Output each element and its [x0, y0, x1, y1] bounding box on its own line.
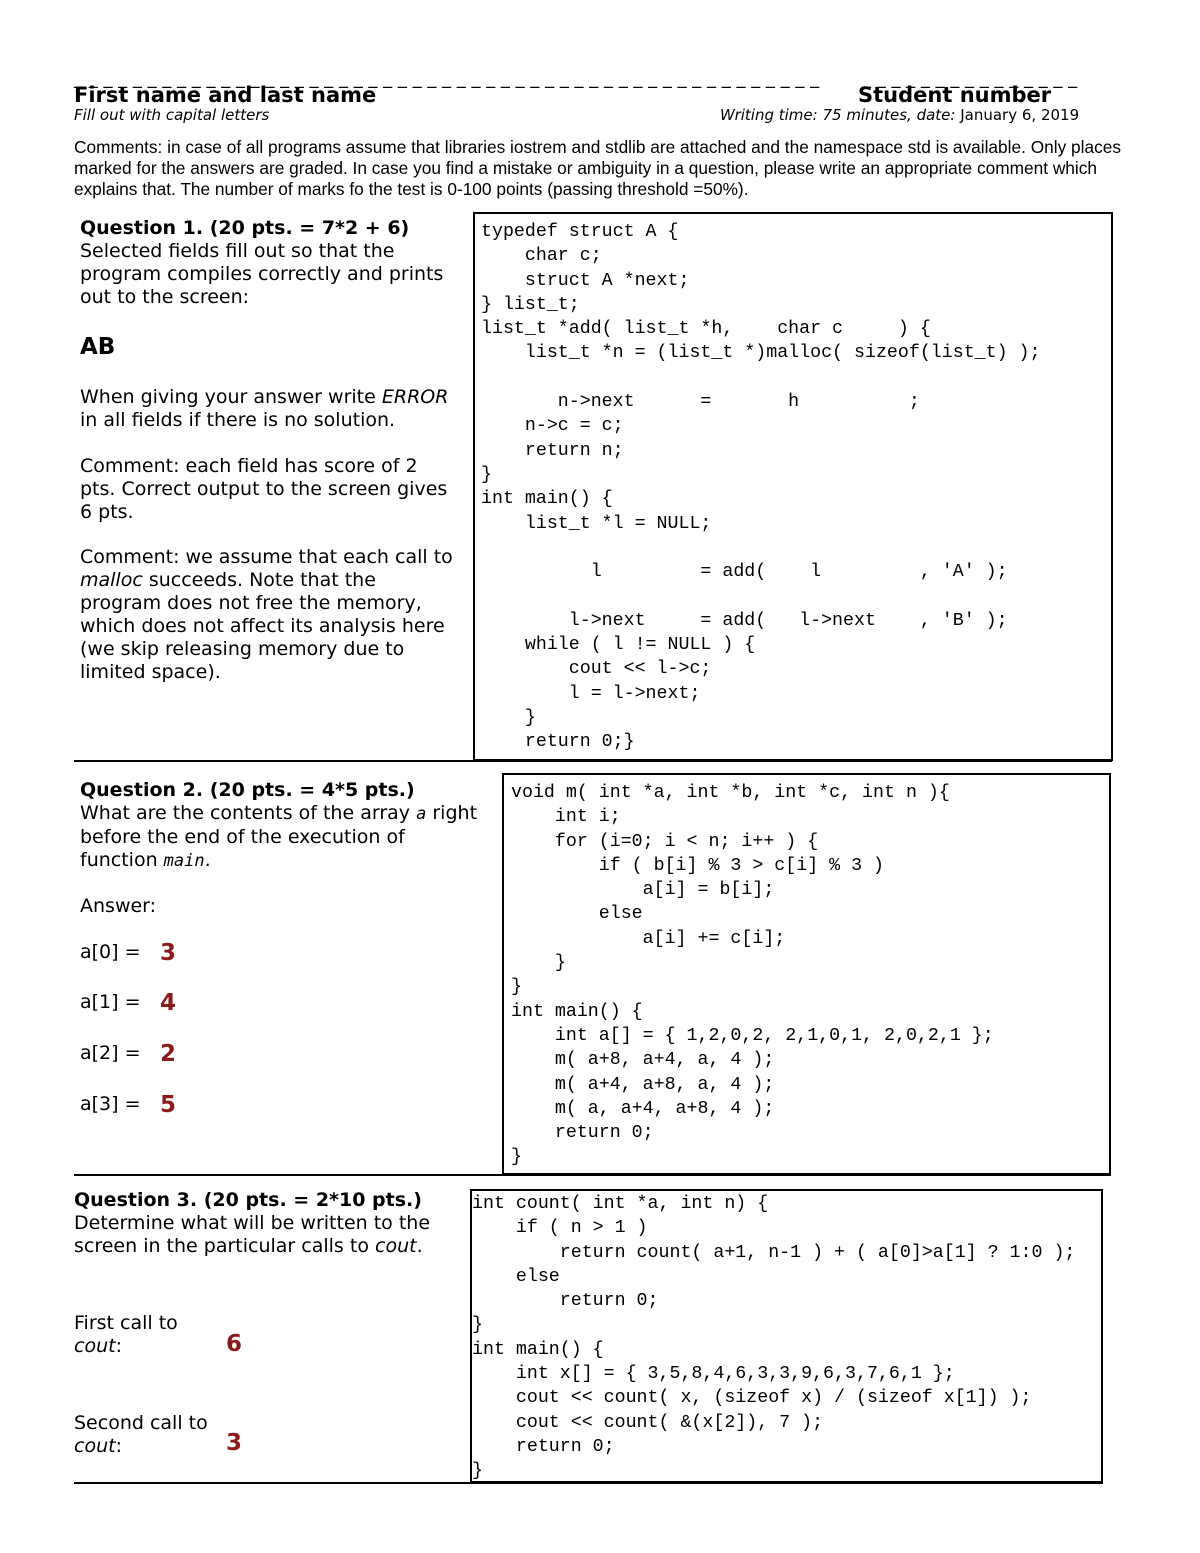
writing-time	[720, 106, 1079, 124]
q1-left-column	[80, 217, 455, 684]
q2-answer-value-2[interactable]: 2	[160, 1041, 177, 1067]
q1-error-pre: When giving your answer write	[80, 386, 376, 408]
q1-comment-scoring: Comment: each field has score of 2 pts. Correct output to the screen gives 6 pts.	[80, 455, 448, 523]
writing-time-label: Writing time: 75 minutes, date:	[720, 106, 956, 124]
q2-answer-value-1[interactable]: 4	[160, 990, 177, 1016]
q3-title: Question 3. (20 pts. = 2*10 pts.)	[74, 1189, 422, 1211]
q3-first-label: First call to	[74, 1312, 178, 1334]
q3-text-pre: Determine what will be written to the screen in the particular calls to	[74, 1212, 431, 1257]
exam-date: January 6, 2019	[960, 106, 1080, 124]
q2-answer-label: Answer:	[80, 895, 157, 917]
q3-second-call	[74, 1412, 208, 1458]
name-title: First name and last name	[74, 83, 377, 107]
q1-expected-output: AB	[80, 334, 116, 360]
number-title: Student number	[858, 83, 1052, 107]
q1-comment2-pre: Comment: we assume that each call to	[80, 546, 453, 568]
q3-text-end: .	[416, 1235, 423, 1257]
q1-comment2-post: succeeds. Note that the program does not free the memory, which does not affect its analysis here (we skip releasing memory due to limited space).	[80, 569, 445, 683]
q1-intro: Selected fields fill out so that the program compiles correctly and prints out to the screen:	[80, 240, 444, 308]
q1-comment2-word: malloc	[80, 569, 143, 591]
name-subtitle: Fill out with capital letters	[74, 106, 270, 124]
q3-left-column	[74, 1189, 464, 1258]
q3-second-value[interactable]: 3	[226, 1430, 243, 1456]
q2-question	[80, 802, 480, 873]
q2-text-pre: What are the contents of the array	[80, 802, 411, 824]
q2-code: void m( int *a, int *b, int *c, int n ){ int i; for (i=0; i < n; i++ ) { if ( b[i] % 3 > c[i] % 3 ) a[i] = b[i]; else a[i] += c[i]; } } int main() { int a[] = { 1,2,0,2, 2,1,0,1, 2,0,2,1 }; m( a+8, a+4, a, 4 ); m( a+4, a+8, a, 4 ); m( a, a+4, a+8, 4 ); return 0; }	[511, 783, 994, 1168]
q1-error-word: ERROR	[381, 386, 449, 408]
q2-code-box	[502, 773, 1111, 1175]
q3-bottom-rule	[74, 1482, 1103, 1484]
q1-title: Question 1. (20 pts. = 7*2 + 6)	[80, 217, 410, 239]
q3-code-box	[470, 1189, 1103, 1483]
q2-var-a: a	[416, 804, 427, 824]
q2-answer-value-3[interactable]: 5	[160, 1092, 177, 1118]
q1-bottom-rule	[74, 760, 1112, 762]
q2-answer-row-0	[80, 941, 141, 964]
q3-second-cout: cout	[74, 1435, 116, 1457]
q3-first-colon: :	[115, 1335, 122, 1357]
q3-first-cout: cout	[74, 1335, 116, 1357]
q2-left-column	[80, 779, 480, 918]
q3-question	[74, 1212, 464, 1258]
q1-error-post: in all fields if there is no solution.	[80, 409, 396, 431]
q3-first-call	[74, 1312, 178, 1358]
q2-answer-label-2: a[2] =	[80, 1042, 141, 1064]
q1-code: typedef struct A { char c; struct A *next; } list_t; list_t *add( list_t *h, char c ) { list_t *n = (list_t *)malloc( sizeof(list_t) ); n->next = h ; n->c = c; return n; } int main() { list_t *l = NULL; l = add( l , 'A' ); l->next = add( l->next , 'B' ); while ( l != NULL ) { cout << l->c; l = l->next; } return 0;}	[481, 222, 1041, 753]
q3-second-label: Second call to	[74, 1412, 208, 1434]
q1-code-box	[473, 212, 1113, 761]
comments-paragraph: Comments: in case of all programs assume that libraries iostrem and stdlib are attached and the namespace std is available. Only places marked for the answers are graded. In case you find a mistake or ambiguity in a question, please write an appropriate comment which explains that. The number of marks fo the test is 0-100 points (passing threshold =50%).	[74, 137, 1121, 199]
q2-answer-row-1	[80, 991, 141, 1014]
q1-comment-malloc	[80, 546, 455, 684]
q2-answer-row-3	[80, 1093, 141, 1116]
q2-title: Question 2. (20 pts. = 4*5 pts.)	[80, 779, 415, 801]
q2-answer-label-1: a[1] =	[80, 991, 141, 1013]
q3-text-word: cout	[375, 1235, 417, 1257]
q3-first-value[interactable]: 6	[226, 1331, 243, 1357]
q2-text-mid: right before the end of the execution of function	[80, 802, 478, 871]
q3-code: int count( int *a, int n) { if ( n > 1 ) return count( a+1, n-1 ) + ( a[0]>a[1] ? 1:0 ); else return 0; } int main() { int x[] = { 3,5,8,4,6,3,3,9,6,3,7,6,1 }; cout << count( x, (sizeof x) / (sizeof x[1]) ); cout << count( &(x[2]), 7 ); return 0; }	[472, 1194, 1076, 1482]
q2-answer-label-0: a[0] =	[80, 941, 141, 963]
q2-answer-label-3: a[3] =	[80, 1093, 141, 1115]
q3-second-colon: :	[115, 1435, 122, 1457]
q1-error-note	[80, 386, 455, 432]
q2-bottom-rule	[74, 1174, 1111, 1176]
number-underline: _ _ _ _ _ _ _ _ _ _ _ _ _ _ _	[862, 68, 1078, 89]
q2-text-end: .	[204, 849, 211, 871]
name-underline: _ _ _ _ _ _ _ _ _ _ _ _ _ _ _ _ _ _ _ _ _ _ _ _ _ _ _ _ _ _ _ _ _ _ _ _ _ _ _ _ _ _ _ _ _ _ _ _ _ _ _	[74, 68, 820, 89]
q2-answer-row-2	[80, 1042, 141, 1065]
q2-var-main: main	[163, 851, 205, 871]
q2-answer-value-0[interactable]: 3	[160, 940, 177, 966]
